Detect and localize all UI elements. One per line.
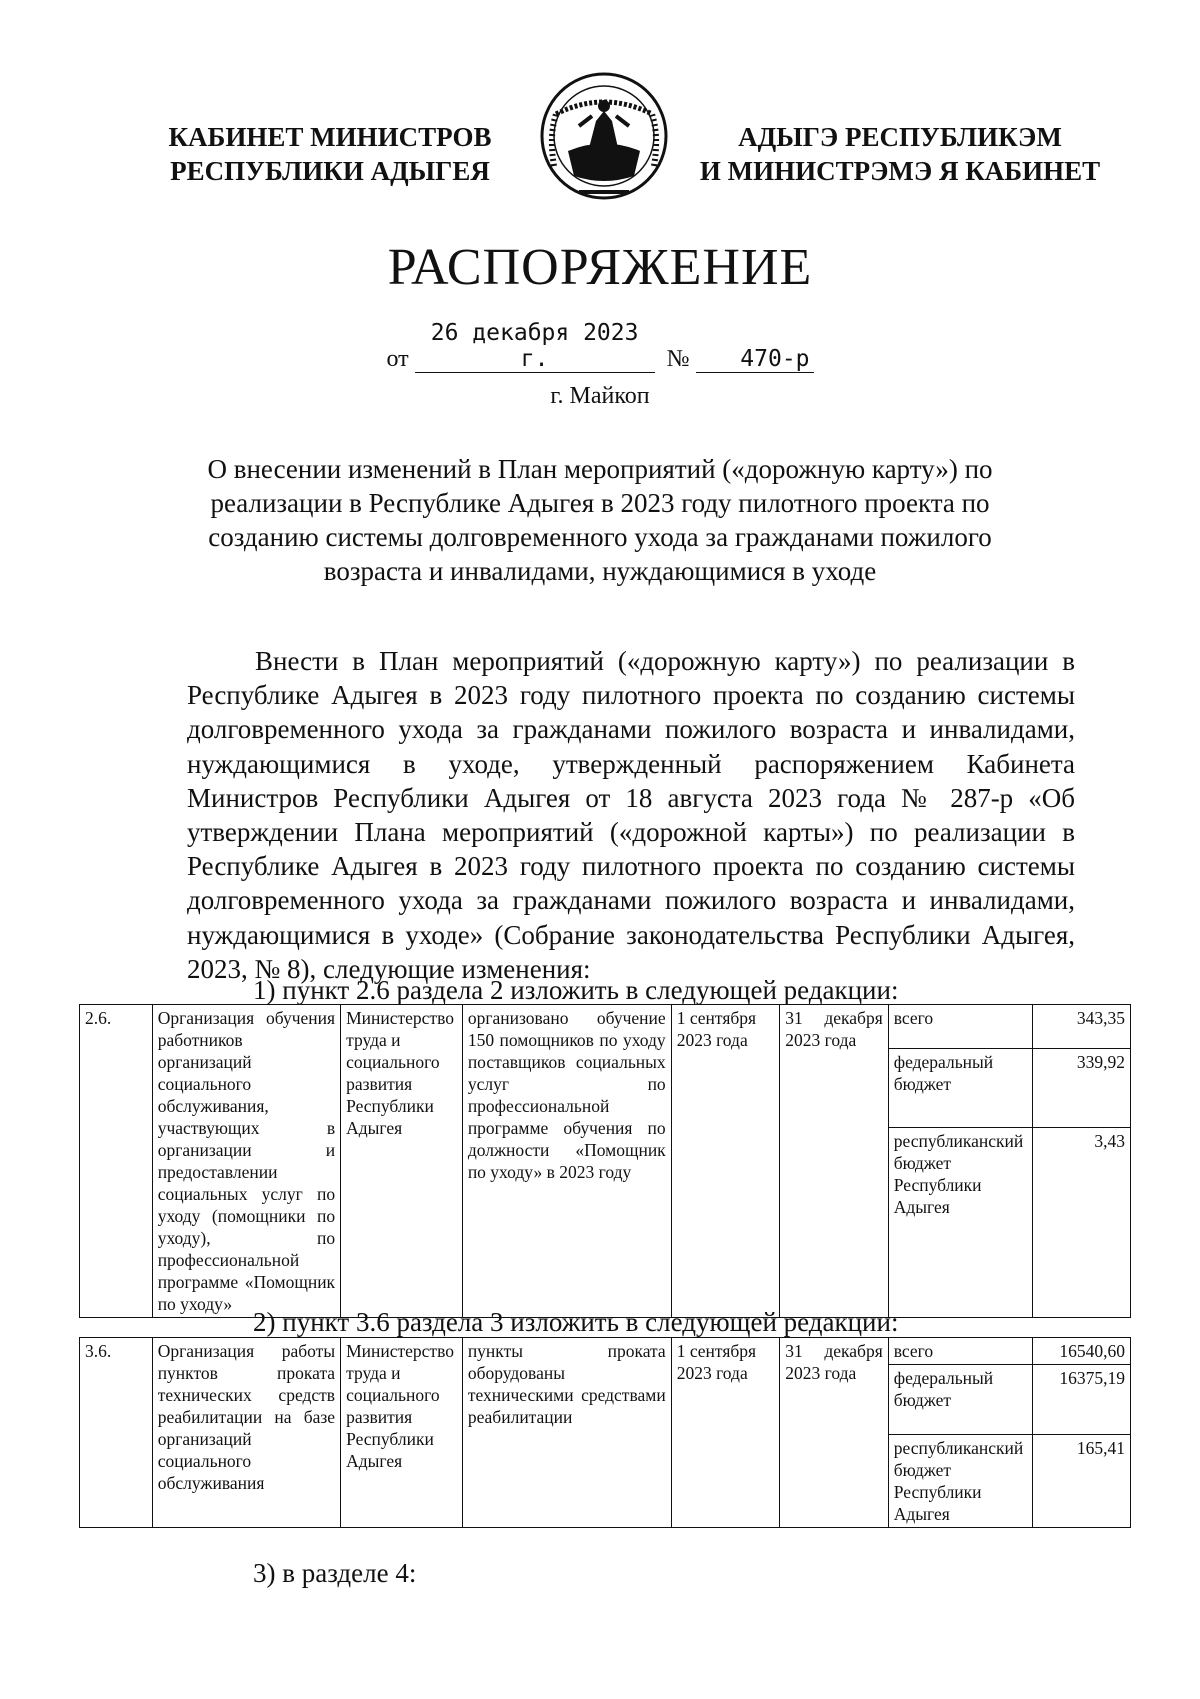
item-3-heading: 3) в разделе 4: [253, 1558, 417, 1588]
table-row [80, 1005, 1131, 1049]
amendment-table-2-6 [79, 1004, 1131, 1318]
document-date: 26 декабря 2023 г. [415, 320, 655, 373]
table-cell-number: 3.6. [80, 1338, 153, 1528]
table-cell-number: 2.6. [80, 1005, 153, 1318]
item-2-heading: 2) пункт 3.6 раздела 3 изложить в следующей редакции: [253, 1307, 899, 1337]
table-cell-amount: 3,43 [1032, 1128, 1130, 1318]
table-cell-end-date: 31 декабря 2023 года [780, 1338, 889, 1528]
date-number-line [0, 320, 1200, 373]
table-cell-executor: Министерство труда и социального развития Республики Адыгея [341, 1338, 463, 1528]
issuer-line-1: КАБИНЕТ МИНИСТРОВ [168, 122, 492, 152]
table-cell-start-date: 1 сентября 2023 года [671, 1005, 780, 1318]
amendment-table-3-6 [79, 1337, 1131, 1528]
body-text [187, 644, 1075, 986]
document-title: РАСПОРЯЖЕНИЕ [387, 239, 813, 296]
number-label: № [666, 346, 690, 372]
issuer-line-2: РЕСПУБЛИКИ АДЫГЕЯ [170, 156, 490, 186]
table-cell-result: пункты проката оборудованы техническими средствами реабилитации [462, 1338, 671, 1528]
issuer-name-russian [150, 120, 510, 188]
table-cell-start-date: 1 сентября 2023 года [671, 1338, 780, 1528]
table-cell-result: организовано обучение 150 помощников по уходу поставщиков социальных услуг по профессиональной программе обучения по должности «Помощник по уходу» в 2023 году [462, 1005, 671, 1318]
table-cell-amount: 343,35 [1032, 1005, 1130, 1049]
table-cell-source: всего [888, 1005, 1032, 1049]
table-cell-amount: 16540,60 [1032, 1338, 1130, 1365]
table-cell-source: федеральный бюджет [888, 1365, 1032, 1435]
city: г. Майкоп [550, 383, 650, 409]
table-cell-measure: Организация работы пунктов проката технических средств реабилитации на базе организаций социального обслуживания [152, 1338, 340, 1528]
table-cell-measure: Организация обучения работников организаций социального обслуживания, участвующих в организации и предоставлении социальных услуг по уходу (помощники по уходу), по профессиональной программе «Помощник по уходу» [152, 1005, 340, 1318]
issuer-name-adyghe [695, 120, 1105, 188]
document-subject: О внесении изменений в План мероприятий («дорожную карту») по реализации в Республике Адыгея в 2023 году пилотного проекта по созданию системы долговременного ухода за гражданами пожилого возраста и инвалидами, нуждающимися в уходе [207, 454, 993, 586]
body-paragraph: Внести в План мероприятий («дорожную карту») по реализации в Республике Адыгея в 2023 году пилотного проекта по созданию системы долговременного ухода за гражданами пожилого возраста и инвалидами, нуждающимися в уходе, утвержденный распоряжением Кабинета Министров Республики Адыгея от 18 августа 2023 года № 287-р «Об утверждении Плана мероприятий («дорожной карты») по реализации в Республике Адыгея в 2023 году пилотного проекта по созданию системы долговременного ухода за гражданами пожилого возраста и инвалидами, нуждающимися в уходе» (Собрание законодательства Республики Адыгея, 2023, № 8), следующие изменения: [187, 646, 1075, 984]
issuer-line-2-adyghe: И МИНИСТРЭМЭ Я КАБИНЕТ [699, 156, 1101, 186]
table-cell-end-date: 31 декабря 2023 года [780, 1005, 889, 1318]
coat-of-arms-icon [534, 66, 674, 216]
table-cell-amount: 165,41 [1032, 1435, 1130, 1528]
issuer-line-1-adyghe: АДЫГЭ РЕСПУБЛИКЭМ [738, 122, 1062, 152]
item-1-heading: 1) пункт 2.6 раздела 2 изложить в следующей редакции: [253, 975, 899, 1005]
date-prefix: от [386, 346, 409, 372]
table-cell-source: республиканский бюджет Республики Адыгея [888, 1435, 1032, 1528]
document-number: 470-р [696, 346, 814, 373]
table-cell-executor: Министерство труда и социального развития Республики Адыгея [341, 1005, 463, 1318]
table-cell-source: федеральный бюджет [888, 1048, 1032, 1127]
table-cell-amount: 16375,19 [1032, 1365, 1130, 1435]
table-row [80, 1338, 1131, 1365]
table-cell-amount: 339,92 [1032, 1048, 1130, 1127]
table-cell-source: республиканский бюджет Республики Адыгея [888, 1128, 1032, 1318]
table-cell-source: всего [888, 1338, 1032, 1365]
